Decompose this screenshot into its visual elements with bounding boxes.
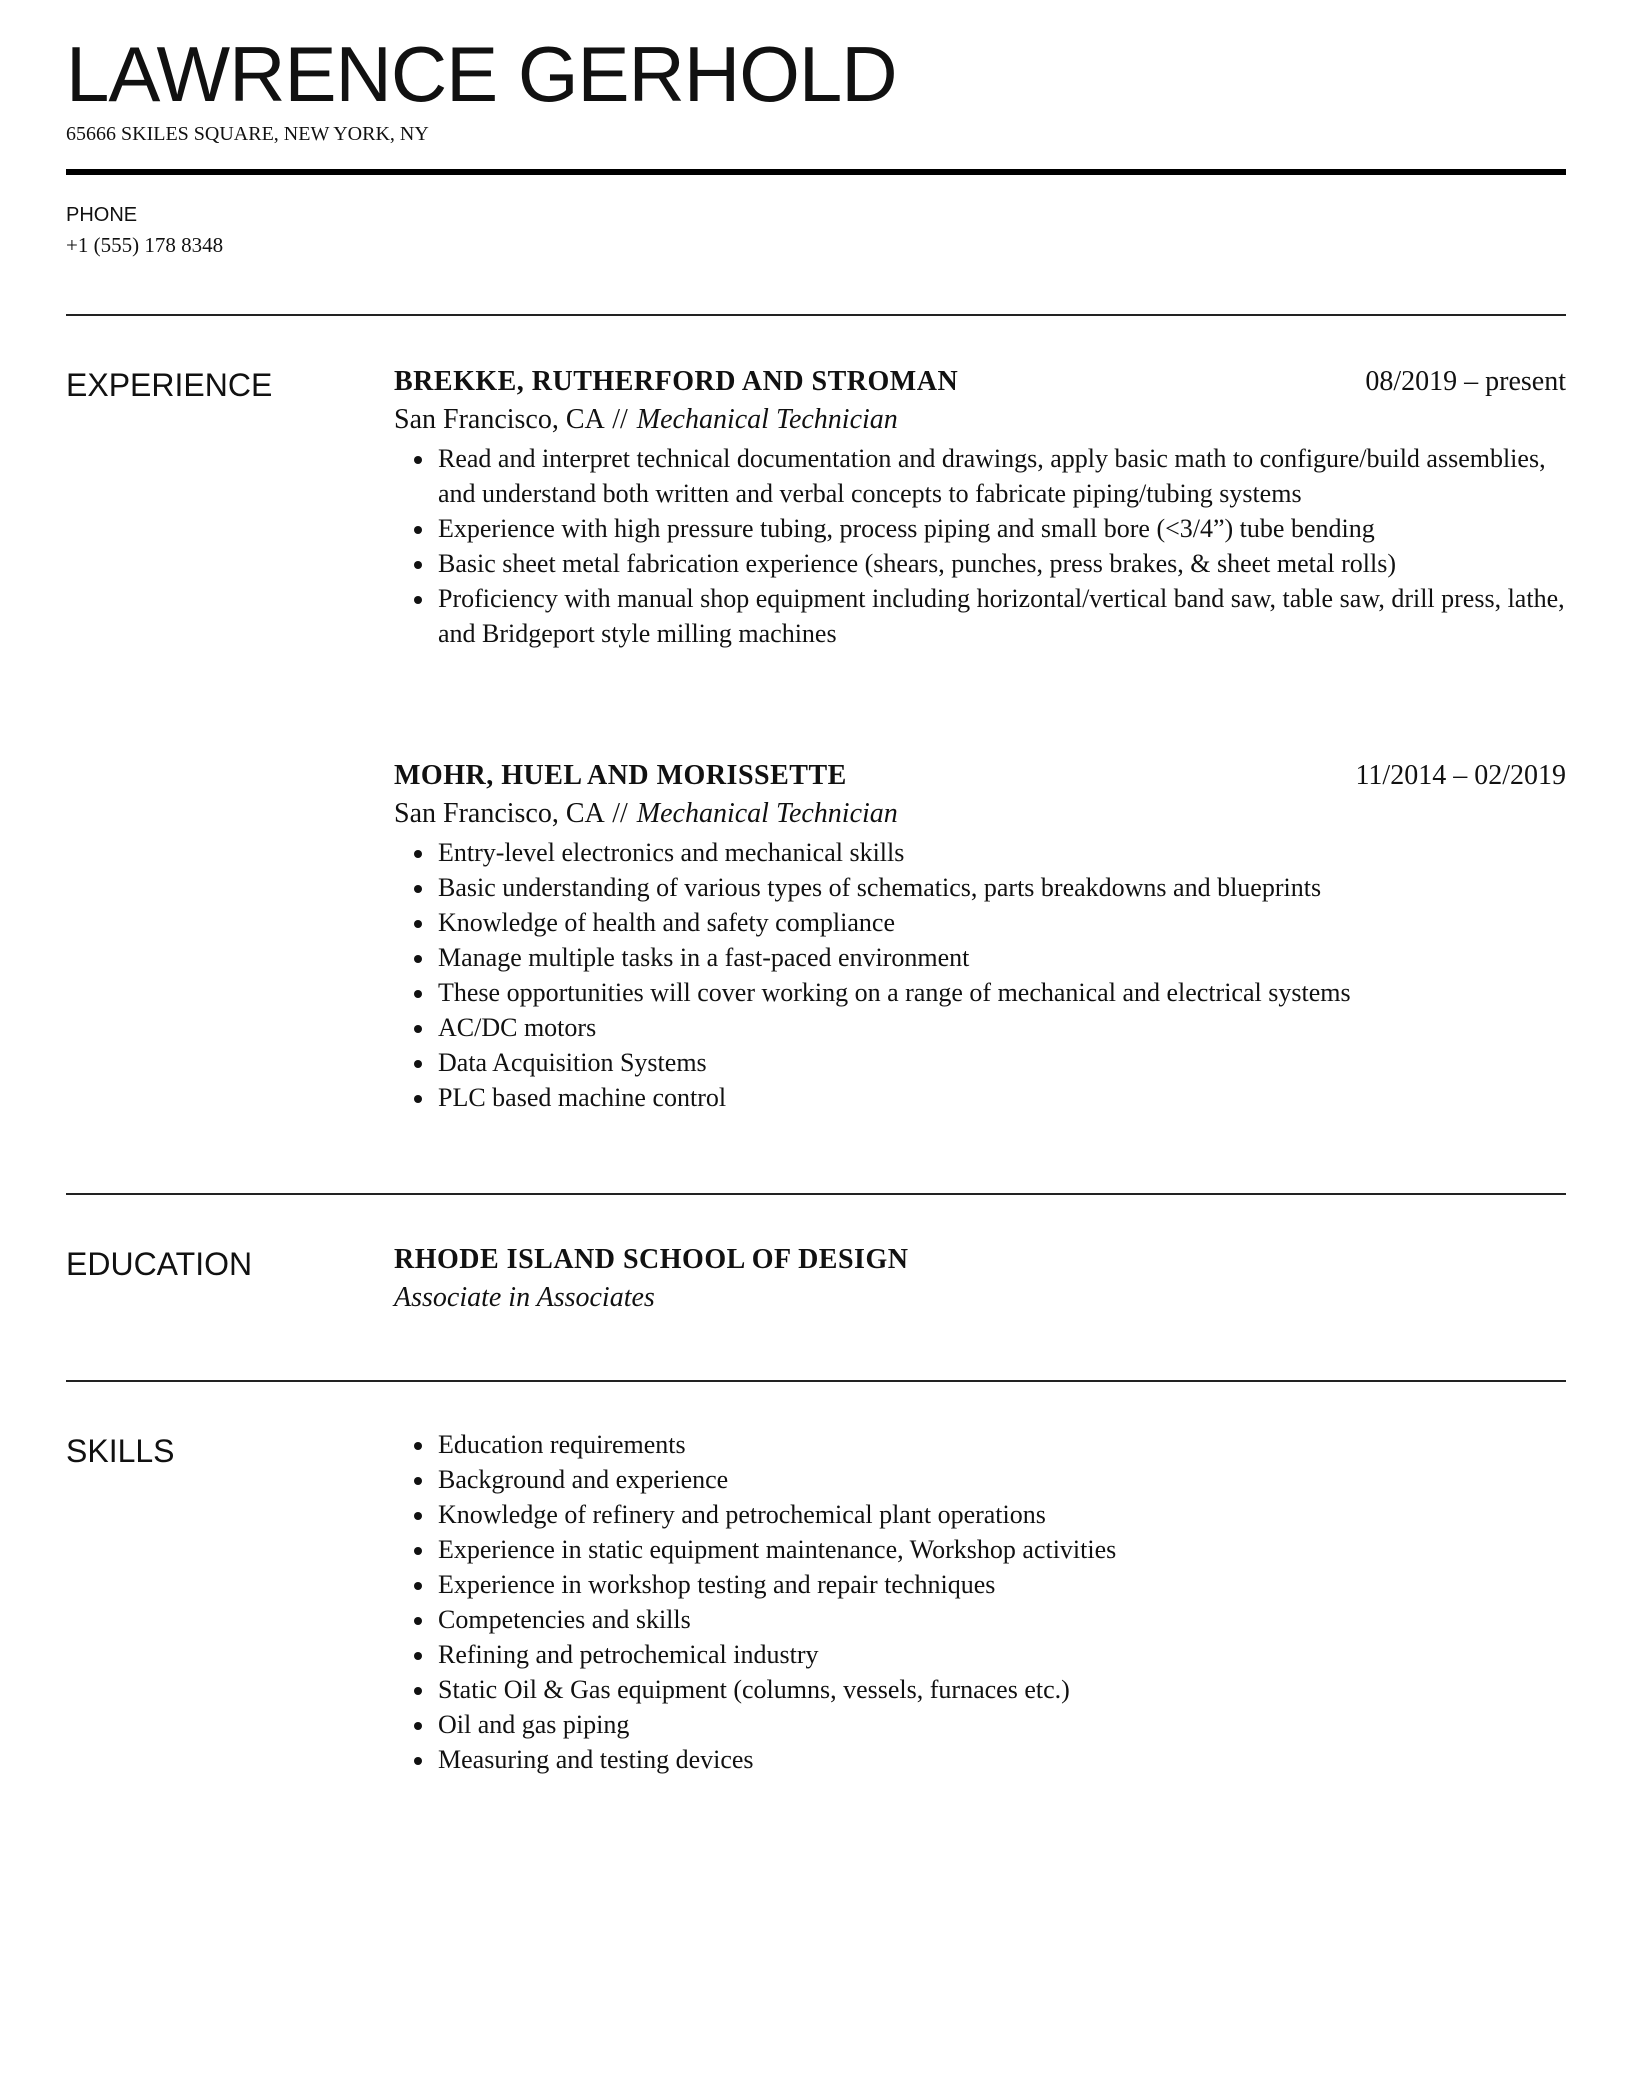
job-separator: //: [612, 404, 628, 435]
job-bullet: • Manage multiple tasks in a fast-paced environment: [436, 940, 1566, 975]
skill-item: • Education requirements: [436, 1427, 1566, 1462]
school-name: RHODE ISLAND SCHOOL OF DESIGN: [394, 1244, 909, 1275]
skill-item: • Static Oil & Gas equipment (columns, vessels, furnaces etc.): [436, 1672, 1566, 1707]
skill-item: • Oil and gas piping: [436, 1707, 1566, 1742]
skill-item: • Measuring and testing devices: [436, 1742, 1566, 1777]
job-employer: BREKKE, RUTHERFORD AND STROMAN: [394, 366, 959, 397]
job-location: San Francisco, CA: [394, 798, 604, 829]
job-bullet: • Entry-level electronics and mechanical skills: [436, 835, 1566, 870]
experience-section-title: EXPERIENCE: [66, 367, 273, 403]
job-bullet: • Basic sheet metal fabrication experience (shears, punches, press brakes, & sheet metal rolls): [436, 546, 1566, 581]
section-divider: [66, 314, 1566, 316]
job-bullet: • Data Acquisition Systems: [436, 1045, 1566, 1080]
job-entry: [394, 757, 1566, 1115]
skill-item: • Refining and petrochemical industry: [436, 1637, 1566, 1672]
phone-label: PHONE: [66, 204, 138, 226]
skills-list: [394, 1427, 1566, 1777]
job-employer: MOHR, HUEL AND MORISSETTE: [394, 760, 847, 791]
skills-section-title: SKILLS: [66, 1433, 175, 1469]
education-entry: [394, 1241, 1566, 1317]
skill-item: • Knowledge of refinery and petrochemical plant operations: [436, 1497, 1566, 1532]
header-divider: [66, 169, 1566, 175]
job-bullet: • These opportunities will cover working on a range of mechanical and electrical systems: [436, 975, 1566, 1010]
job-bullet: • PLC based machine control: [436, 1080, 1566, 1115]
job-subline: [394, 401, 1566, 439]
job-bullet: • Proficiency with manual shop equipment including horizontal/vertical band saw, table saw, drill press, lathe, and Bridgeport style milling machines: [436, 581, 1566, 651]
job-bullets: [394, 835, 1566, 1115]
degree: Associate in Associates: [394, 1282, 655, 1313]
skills-entry: [394, 1427, 1566, 1777]
section-divider: [66, 1380, 1566, 1382]
job-separator: //: [612, 798, 628, 829]
job-bullet: • AC/DC motors: [436, 1010, 1566, 1045]
job-entry: [394, 363, 1566, 651]
phone-value: +1 (555) 178 8348: [66, 233, 224, 257]
job-bullet: • Basic understanding of various types of schematics, parts breakdowns and blueprints: [436, 870, 1566, 905]
candidate-address: 65666 SKILES SQUARE, NEW YORK, NY: [66, 123, 429, 145]
job-title: Mechanical Technician: [636, 404, 898, 435]
job-bullet: • Read and interpret technical documentation and drawings, apply basic math to configure/build assemblies, and understand both written and verbal concepts to fabricate piping/tubing systems: [436, 441, 1566, 511]
education-section-title: EDUCATION: [66, 1246, 253, 1282]
job-bullet: • Knowledge of health and safety compliance: [436, 905, 1566, 940]
job-bullets: [394, 441, 1566, 651]
job-dates: 11/2014 – 02/2019: [1355, 760, 1566, 791]
job-bullet: • Experience with high pressure tubing, process piping and small bore (<3/4”) tube bending: [436, 511, 1566, 546]
skill-item: • Experience in workshop testing and repair techniques: [436, 1567, 1566, 1602]
job-location: San Francisco, CA: [394, 404, 604, 435]
job-title: Mechanical Technician: [636, 798, 898, 829]
job-subline: [394, 795, 1566, 833]
job-dates: 08/2019 – present: [1365, 366, 1566, 397]
skill-item: • Competencies and skills: [436, 1602, 1566, 1637]
skill-item: • Background and experience: [436, 1462, 1566, 1497]
candidate-name: LAWRENCE GERHOLD: [66, 30, 897, 118]
section-divider: [66, 1193, 1566, 1195]
skill-item: • Experience in static equipment maintenance, Workshop activities: [436, 1532, 1566, 1567]
